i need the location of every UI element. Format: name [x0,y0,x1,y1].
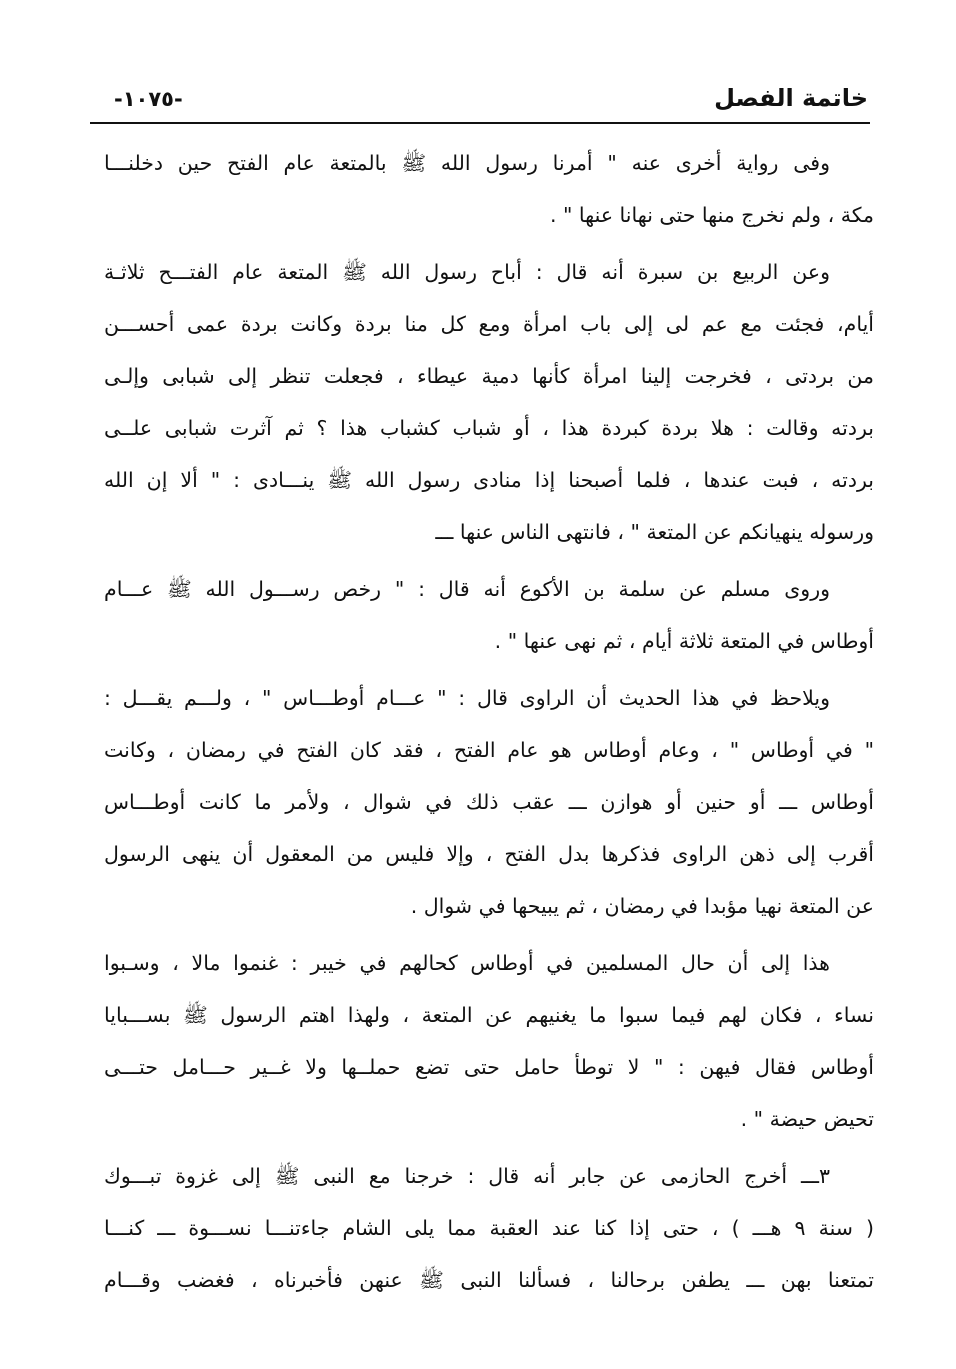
paragraph-2 [104,246,874,558]
text-line: وروى مسلم عن سلمة بن الأكوع أنه قال : " رخص رســـول الله ﷺ عـــام [104,577,830,601]
paragraph-3 [104,563,874,667]
text-line: ( سنة ٩ هـــ ) ، حتى إذا كنا عند العقبة مما يلى الشام جاءتنـــا نســـوة ـــ كنـــا [104,1216,874,1240]
text-line: بردته ، فبت عندها ، فلما أصبحنا إذا منادى رسول الله ﷺ ينـــادى : " ألا إن الله [104,468,874,492]
text-line: ورسوله ينهيانكم عن المتعة " ، فانتهى الناس عنها ـــ [435,520,874,544]
paragraph-1 [104,137,874,241]
text-line: وعن الربيع بن سبرة أنه قال : أباح رسول الله ﷺ المتعة عام الفتـــح ثلاثـة [104,260,830,284]
paragraph-4 [104,672,874,932]
chapter-title: خاتمة الفصل [714,84,868,112]
text-line: أقرب إلى ذهن الراوى فذكرها بدل الفتح ، وإلا فليس من المعقول أن ينهى الرسول [104,842,874,866]
text-line: تمتعنا بهن ـــ يطفن برحالنا ، فسألنا النبى ﷺ عنهن فأخبرناه ، فغضب وقـــام [104,1268,874,1292]
page-header [90,78,870,124]
text-line: هذا إلى أن حال المسلمين في أوطاس كحالهم في خيبر : غنموا مالا ، وسـبوا [104,951,830,975]
text-line: " في أوطاس " ، وعام أوطاس هو عام الفتح ، فقد كان الفتح في رمضان ، وكانت [104,738,874,762]
text-line: بردته وقالت : هلا بردة كبردة هذا ، أو شباب كشباب هذا ؟ ثم آثرت شبابى علــى [104,416,874,440]
body-text [104,137,874,1311]
text-line: أيام، فجئت مع عم لى إلى باب امرأة ومع كل منا بردة وكانت بردة عمى أحســـن [104,312,874,336]
paragraph-5 [104,937,874,1145]
text-line: أوطاس فقال فيهن : " لا توطأ حامل حتى تضع حملــها ولا غــير حـــامل حتـــى [104,1055,874,1079]
text-line: عن المتعة نهيا مؤبدا في رمضان ، ثم يبيحها في شوال . [410,894,874,918]
text-line: نساء ، فكان لهم فيما سبوا ما يغنيهم عن المتعة ، ولهذا اهتم الرسول ﷺ بســـبايا [104,1003,874,1027]
text-line: ويلاحظ في هذا الحديث أن الراوى قال : " عـــام أوطـــاس " ، ولـــم يقـــل : [104,686,830,710]
text-line: مكة ، ولم نخرج منها حتى نهانا عنها " . [549,203,874,227]
text-line: ٣ـــ أخرج الحازمى عن جابر أنه قال : خرجنا مع النبى ﷺ إلى غزوة تبـــوك [104,1164,830,1188]
text-line: أوطاس في المتعة ثلاثة أيام ، ثم نهى عنها " . [494,629,874,653]
text-line: أوطاس ـــ أو حنين أو هوازن ـــ عقب ذلك في شوال ، ولأمر ما كانت أوطـــاس [104,790,874,814]
text-line: تحيض حيضة " . [740,1107,874,1131]
paragraph-6 [104,1150,874,1306]
text-line: من بردتى ، فخرجت إلينا امرأة كأنها دمية عيطاء ، فجعلت تنظر إلى شبابى وإلـى [104,364,874,388]
page-number: -١٠٧٥- [114,87,183,111]
text-line: وفى رواية أخرى عنه " أمرنا رسول الله ﷺ بالمتعة عام الفتح حين دخلنـــا [104,151,830,175]
